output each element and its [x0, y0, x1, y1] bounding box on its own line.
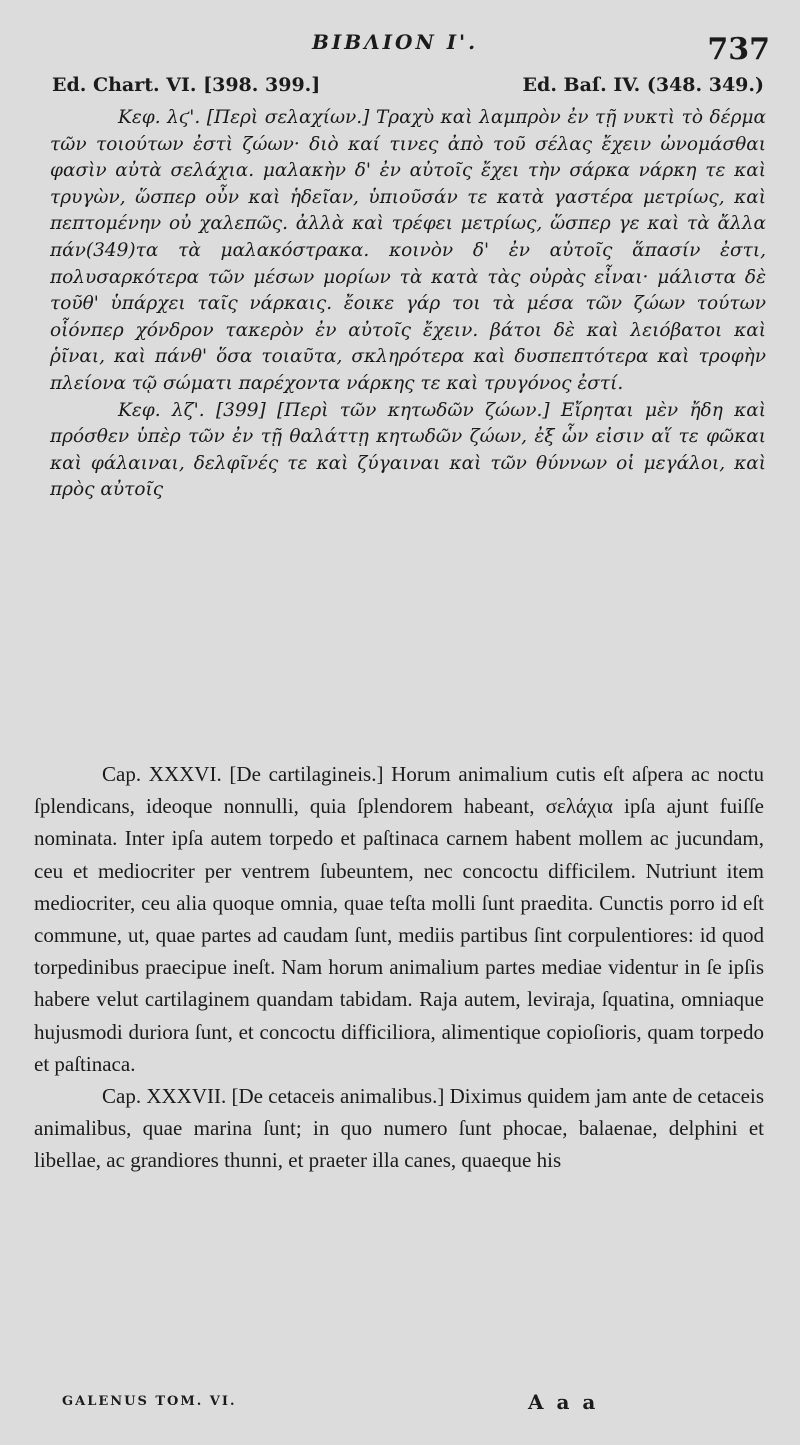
edition-reference-basel: Ed. Baſ. IV. (348. 349.): [522, 74, 764, 96]
book-title: ΒΙΒΛΙΟΝ Ι'.: [312, 30, 479, 54]
page-number: 737: [707, 32, 770, 67]
greek-text-block: [50, 105, 766, 504]
latin-text-block: [34, 758, 764, 1177]
greek-paragraph-chapter-36: Κεφ. λϛ'. [Περὶ σελαχίων.] Τραχὺ καὶ λαμπρὸν ἐν τῇ νυκτὶ τὸ δέρμα τῶν τοιούτων ἐστὶ ζώων· διὸ καί τινες ἀπὸ τοῦ σέλας ἔχειν ὠνομάσθαι φασὶν αὐτὰ σελάχια. μαλακὴν δ' ἐν αὐτοῖς ἔχει τὴν σάρκα νάρκη τε καὶ τρυγὼν, ὥσπερ οὖν καὶ ἡδεῖαν, ὑπιοῦσάν τε κατὰ γαστέρα μετρίως, καὶ πεπτομένην οὐ χαλεπῶς. ἀλλὰ καὶ τρέφει μετρίως, ὥσπερ γε καὶ τὰ ἄλλα πάν(349)τα τὰ μαλακόστρακα. κοινὸν δ' ἐν αὐτοῖς ἅπασίν ἐστι, πολυσαρκότερα τῶν μέσων μορίων τὰ κατὰ τὰς οὐρὰς εἶναι· μάλιστα δὲ τοῦθ' ὑπάρχει ταῖς νάρκαις. ἔοικε γάρ τοι τὰ μέσα τῶν ζώων τούτων οἷόνπερ χόνδρον τακερὸν ἐν αὐτοῖς ἔχειν. βάτοι δὲ καὶ λειόβατοι καὶ ῥῖναι, καὶ πάνθ' ὅσα τοιαῦτα, σκληρότερα καὶ δυσπεπτότερα καὶ τροφὴν πλείονα τῷ σώματι παρέχοντα νάρκης τε καὶ τρυγόνος ἐστί.: [50, 107, 766, 394]
page-footer: [62, 1390, 702, 1416]
latin-paragraph-chapter-36: Cap. XXXVI. [De cartilagineis.] Horum animalium cutis eſt aſpera ac noctu ſplendicans, ideoque nonnulli, quia ſplendorem habeant, σελάχια ipſa ajunt fuiſſe nominata. Inter ipſa autem torpedo et paſtinaca carnem habent mollem ac jucundam, ceu et mediocriter per ventrem ſubeuntem, nec concoctu difficilem. Nutriunt item mediocriter, ceu alia quoque omnia, quae teſta molli ſunt praedita. Cunctis porro id eſt commune, ut, quae partes ad caudam ſunt, mediis partibus ſint corpulentiores: id quod torpedinibus praecipue ineſt. Nam horum animalium partes mediae videntur in ſe ipſis habere velut cartilaginem quandam tabidam. Raja autem, leviraja, ſquatina, omniaque hujusmodi duriora ſunt, et concoctu difficiliora, alimentique copioſioris, quam torpedo et paſtinaca.: [34, 762, 764, 1076]
signature-left: GALENUS TOM. VI.: [62, 1394, 237, 1409]
running-head: [0, 18, 800, 67]
latin-paragraph-chapter-37: Cap. XXXVII. [De cetaceis animalibus.] Diximus quidem jam ante de cetaceis animalibus, quae marina ſunt; in quo numero ſunt phocae, balaenae, delphini et libellae, ac grandiores thunni, et praeter illa canes, quaeque his: [34, 1084, 764, 1173]
signature-mark: A a a: [528, 1390, 599, 1414]
edition-references: [52, 74, 764, 102]
edition-reference-chart: Ed. Chart. VI. [398. 399.]: [52, 74, 321, 96]
greek-paragraph-chapter-37: Κεφ. λζ'. [399] [Περὶ τῶν κητωδῶν ζώων.] Εἴρηται μὲν ἤδη καὶ πρόσθεν ὑπὲρ τῶν ἐν τῇ θαλάττῃ κητωδῶν ζώων, ἐξ ὧν εἰσιν αἵ τε φῶκαι καὶ φάλαιναι, δελφῖνές τε καὶ ζύγαιναι καὶ τῶν θύννων οἱ μεγάλοι, καὶ πρὸς αὐτοῖς: [50, 399, 766, 501]
